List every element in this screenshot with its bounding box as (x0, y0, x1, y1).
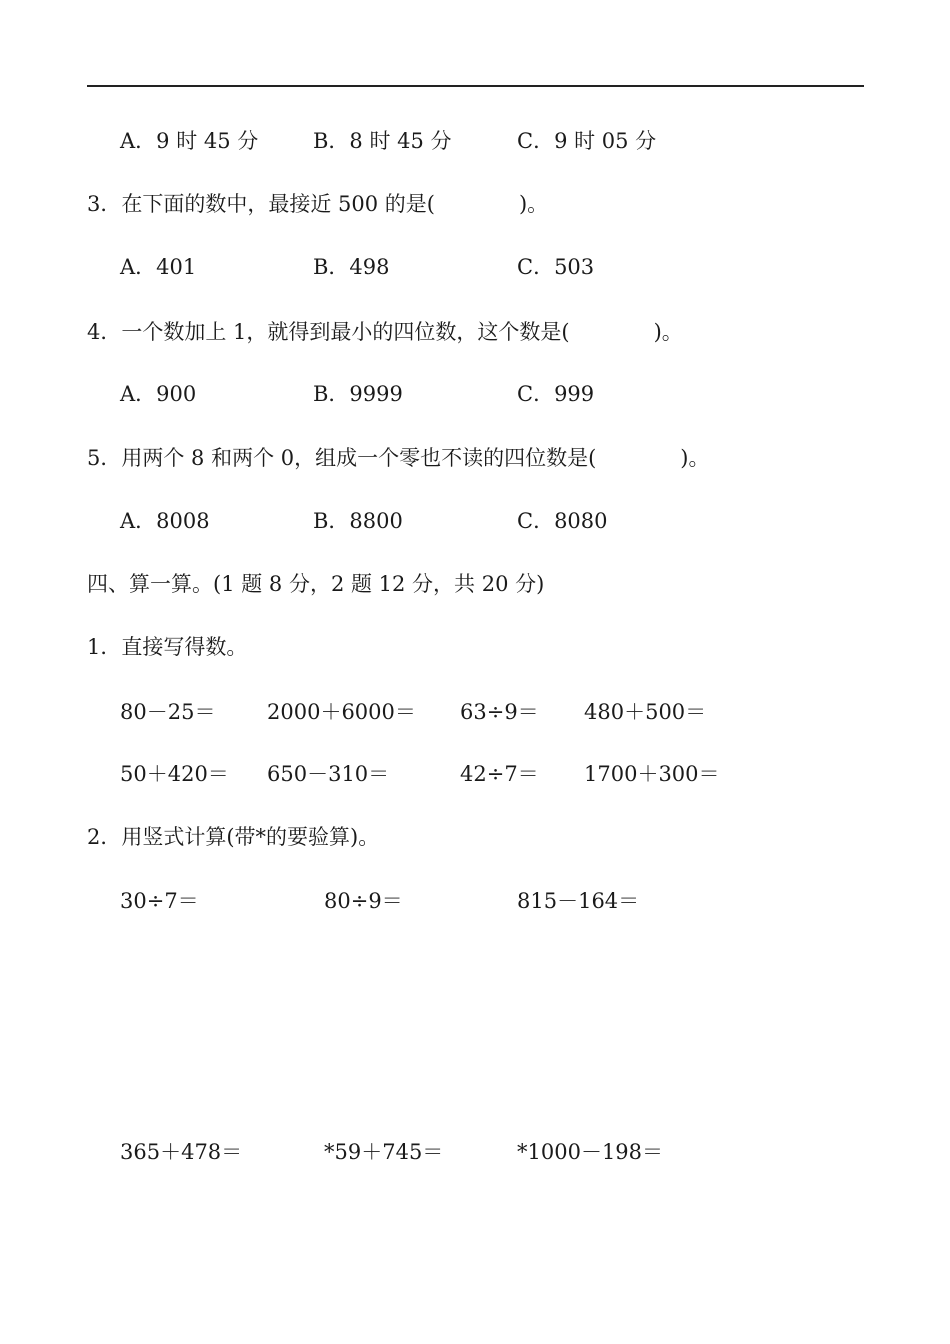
mental-math-item: 1700＋300＝ (584, 762, 720, 786)
q4-option-a[interactable]: A．900 (120, 382, 197, 406)
q2-option-c[interactable]: C．9 时 05 分 (517, 129, 657, 153)
q2-option-a[interactable]: A．9 时 45 分 (120, 129, 259, 153)
question-4-text: 4．一个数加上 1，就得到最小的四位数，这个数是( )。 (87, 320, 683, 344)
mental-math-item: 2000＋6000＝ (267, 700, 416, 724)
q5-option-c[interactable]: C．8080 (517, 509, 608, 533)
vertical-calc-item: *1000－198＝ (517, 1140, 664, 1164)
question-3-text: 3．在下面的数中，最接近 500 的是( )。 (87, 192, 549, 216)
vertical-calc-item: *59＋745＝ (324, 1140, 444, 1164)
section-4-part-2-text: 2．用竖式计算(带*的要验算)。 (87, 825, 380, 849)
mental-math-item: 50＋420＝ (120, 762, 229, 786)
vertical-calc-item: 365＋478＝ (120, 1140, 243, 1164)
vertical-calc-item: 815－164＝ (517, 889, 640, 913)
mental-math-item: 42÷7＝ (460, 762, 539, 786)
q2-option-b[interactable]: B．8 时 45 分 (313, 129, 452, 153)
header-rule (87, 85, 864, 87)
q5-option-a[interactable]: A．8008 (120, 509, 210, 533)
q3-option-c[interactable]: C．503 (517, 255, 595, 279)
section-4-part-1-text: 1．直接写得数。 (87, 635, 248, 659)
question-5-text: 5．用两个 8 和两个 0，组成一个零也不读的四位数是( )。 (87, 446, 710, 470)
mental-math-item: 650－310＝ (267, 762, 390, 786)
q4-option-b[interactable]: B．9999 (313, 382, 403, 406)
vertical-calc-item: 80÷9＝ (324, 889, 403, 913)
q4-option-c[interactable]: C．999 (517, 382, 595, 406)
vertical-calc-item: 30÷7＝ (120, 889, 199, 913)
q3-option-b[interactable]: B．498 (313, 255, 390, 279)
q5-option-b[interactable]: B．8800 (313, 509, 403, 533)
q3-option-a[interactable]: A．401 (120, 255, 197, 279)
section-4-title: 四、算一算。(1 题 8 分，2 题 12 分，共 20 分) (87, 572, 545, 596)
mental-math-item: 480＋500＝ (584, 700, 707, 724)
mental-math-item: 63÷9＝ (460, 700, 539, 724)
mental-math-item: 80－25＝ (120, 700, 216, 724)
